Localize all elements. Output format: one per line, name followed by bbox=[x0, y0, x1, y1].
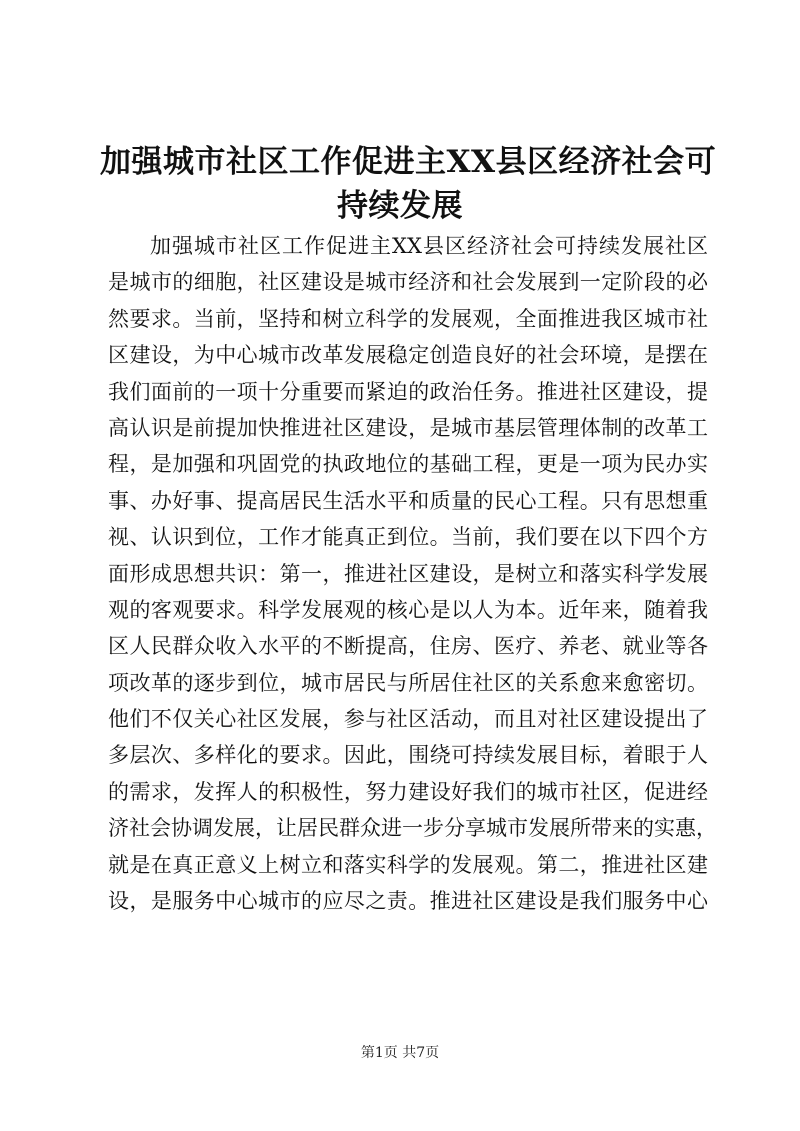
document-title bbox=[100, 140, 717, 228]
page-number: 第1页 共7页 bbox=[360, 1045, 440, 1061]
body-line-2: 是城市的细胞，社区建设是城市经济和社会发展到一定阶段的必 bbox=[108, 270, 708, 295]
body-line-8: 事、办好事、提高居民生活水平和质量的民心工程。只有思想重 bbox=[108, 488, 708, 513]
body-line-3: 然要求。当前，坚持和树立科学的发展观，全面推进我区城市社 bbox=[108, 306, 708, 331]
body-line-10: 面形成思想共识：第一，推进社区建设，是树立和落实科学发展 bbox=[108, 561, 708, 586]
body-line-9: 视、认识到位，工作才能真正到位。当前，我们要在以下四个方 bbox=[108, 525, 708, 550]
body-line-7: 程，是加强和巩固党的执政地位的基础工程，更是一项为民办实 bbox=[108, 452, 708, 477]
body-line-6: 高认识是前提加快推进社区建设，是城市基层管理体制的改革工 bbox=[108, 415, 708, 440]
body-line-18: 就是在真正意义上树立和落实科学的发展观。第二，推进社区建 bbox=[108, 852, 708, 877]
title-line-2: 持续发展 bbox=[337, 188, 463, 224]
title-line-1: 加强城市社区工作促进主XX县区经济社会可 bbox=[100, 144, 717, 180]
body-line-19: 设，是服务中心城市的应尽之责。推进社区建设是我们服务中心 bbox=[108, 889, 708, 914]
body-line-12: 区人民群众收入水平的不断提高，住房、医疗、养老、就业等各 bbox=[108, 634, 708, 659]
body-line-11: 观的客观要求。科学发展观的核心是以人为本。近年来，随着我 bbox=[108, 597, 708, 622]
body-line-13: 项改革的逐步到位，城市居民与所居住社区的关系愈来愈密切。 bbox=[108, 670, 708, 695]
body-line-4: 区建设，为中心城市改革发展稳定创造良好的社会环境，是摆在 bbox=[108, 343, 708, 368]
body-line-16: 的需求，发挥人的积极性，努力建设好我们的城市社区，促进经 bbox=[108, 779, 708, 804]
body-line-1: 加强城市社区工作促进主XX县区经济社会可持续发展社区 bbox=[150, 234, 708, 258]
document-body bbox=[108, 228, 717, 919]
body-line-17: 济社会协调发展，让居民群众进一步分享城市发展所带来的实惠， bbox=[108, 816, 717, 841]
body-line-15: 多层次、多样化的要求。因此，围绕可持续发展目标，着眼于人 bbox=[108, 743, 708, 768]
body-line-5: 我们面前的一项十分重要而紧迫的政治任务。推进社区建设，提 bbox=[108, 379, 708, 404]
body-line-14: 他们不仅关心社区发展，参与社区活动，而且对社区建设提出了 bbox=[108, 707, 708, 732]
